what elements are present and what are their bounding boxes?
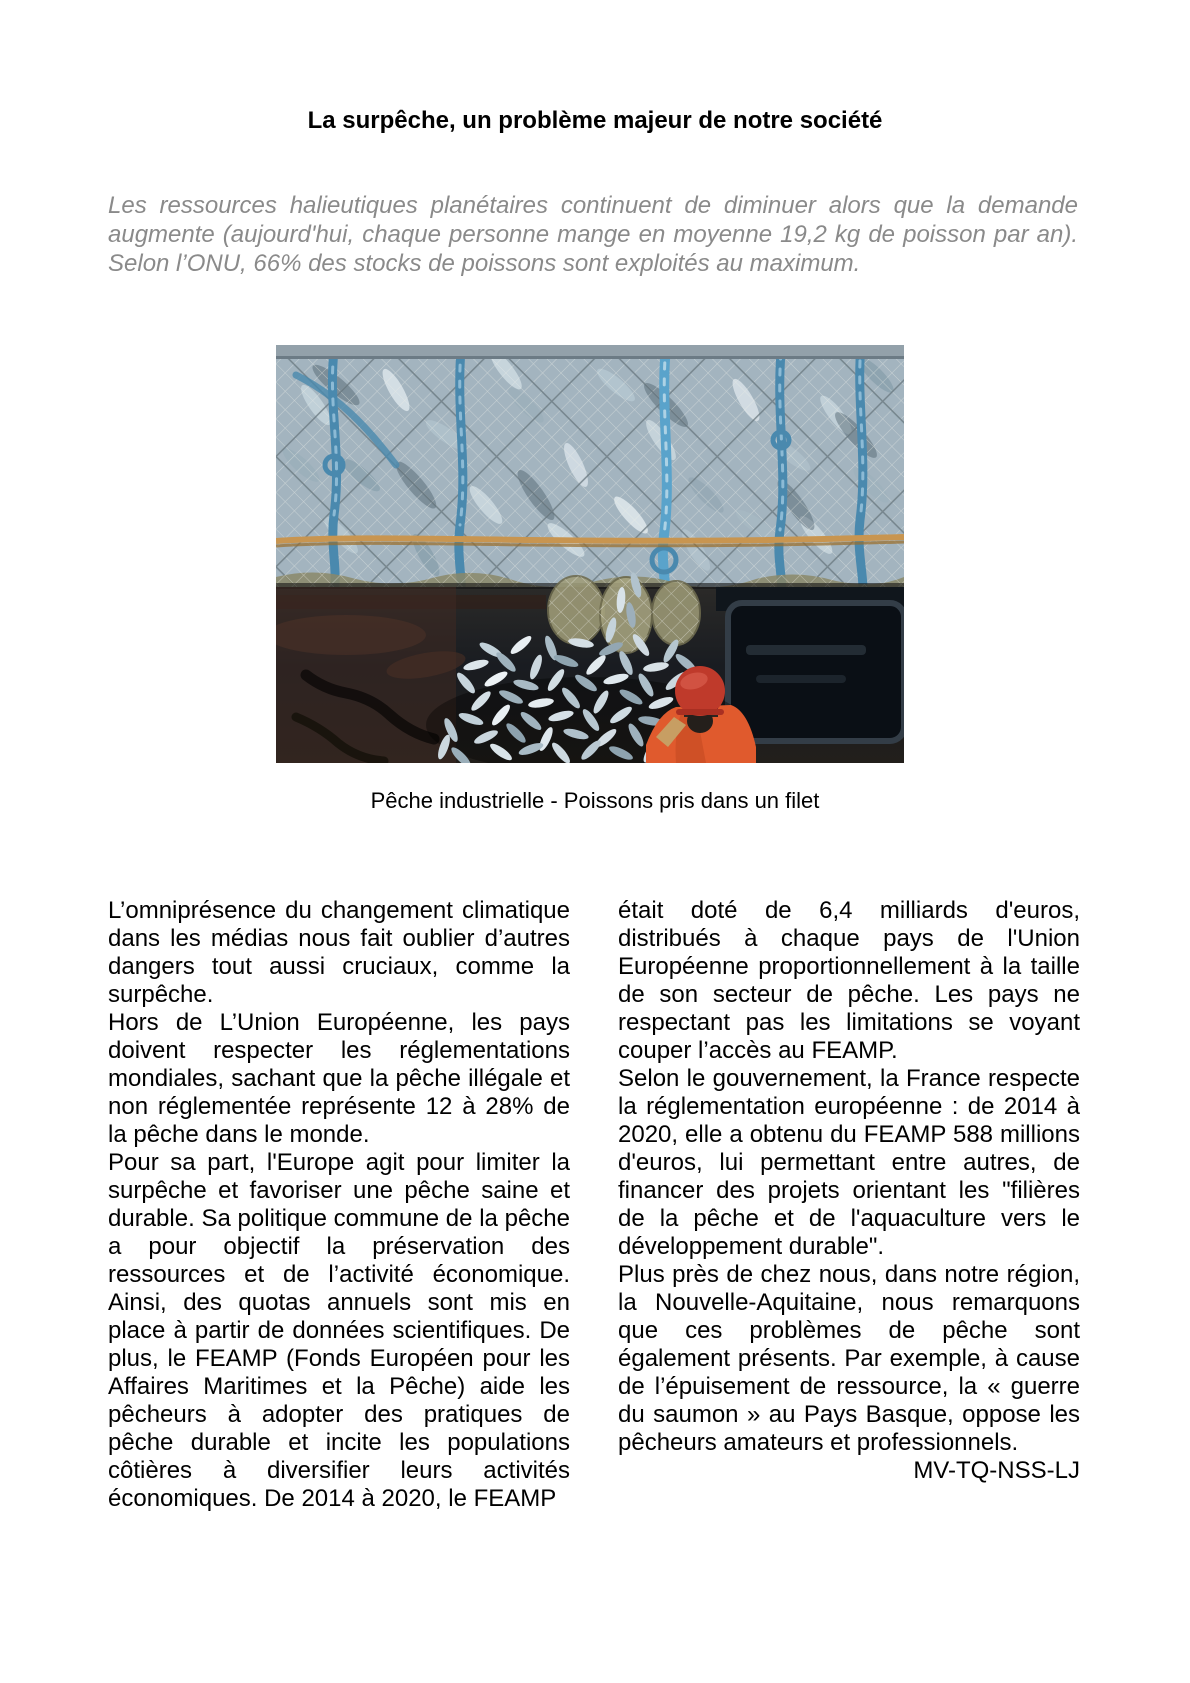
article-column-right <box>618 897 1080 1485</box>
author-signature: MV-TQ-NSS-LJ <box>913 1457 1080 1484</box>
article-figure <box>276 345 904 763</box>
figure-caption: Pêche industrielle - Poissons pris dans un filet <box>370 788 820 813</box>
net-bag <box>276 345 904 605</box>
paragraph: Hors de L’Union Européenne, les pays doivent respecter les réglementations mondiales, sachant que la pêche illégale et non réglementée représente 12 à 28% de la pêche dans le monde. <box>108 1009 570 1148</box>
paragraph: L’omniprésence du changement climatique dans les médias nous fait oublier d’autres dangers tout aussi cruciaux, comme la surpêche. <box>108 897 570 1008</box>
paragraph: Plus près de chez nous, dans notre région, la Nouvelle-Aquitaine, nous remarquons que ces problèmes de pêche sont également présents. Par exemple, à cause de l’épuisement de ressource, la « guerre du saumon » au Pays Basque, oppose les pêcheurs amateurs et professionnels. <box>618 1261 1080 1456</box>
page-title: La surpêche, un problème majeur de notre société <box>307 107 883 134</box>
article-column-left <box>108 897 570 1513</box>
fishing-photo <box>276 345 904 763</box>
paragraph: Pour sa part, l'Europe agit pour limiter la surpêche et favoriser une pêche saine et durable. Sa politique commune de la pêche a pour objectif la préservation des ressources et de l’activité économique. Ainsi, des quotas annuels sont mis en place à partir de données scientifiques. De plus, le FEAMP (Fonds Européen pour les Affaires Maritimes et la Pêche) aide les pêcheurs à adopter des pratiques de pêche durable et incite les populations côtières à diversifier leurs activités économiques. De 2014 à 2020, le FEAMP <box>108 1149 570 1512</box>
paragraph: Selon le gouvernement, la France respecte la réglementation européenne : de 2014 à 2020, elle a obtenu du FEAMP 588 millions d'euros, lui permettant entre autres, de financer des projets orientant les "filières de la pêche et de l'aquaculture vers le développement durable". <box>618 1065 1080 1260</box>
article-lede: Les ressources halieutiques planétaires continuent de diminuer alors que la demande augmente (aujourd'hui, chaque personne mange en moyenne 19,2 kg de poisson par an). Selon l’ONU, 66% des stocks de poissons sont exploités au maximum. <box>108 192 1078 277</box>
paragraph: était doté de 6,4 milliards d'euros, distribués à chaque pays de l'Union Européenne proportionnellement à la taille de son secteur de pêche. Les pays ne respectant pas les limitations se voyant couper l’accès au FEAMP. <box>618 897 1080 1064</box>
